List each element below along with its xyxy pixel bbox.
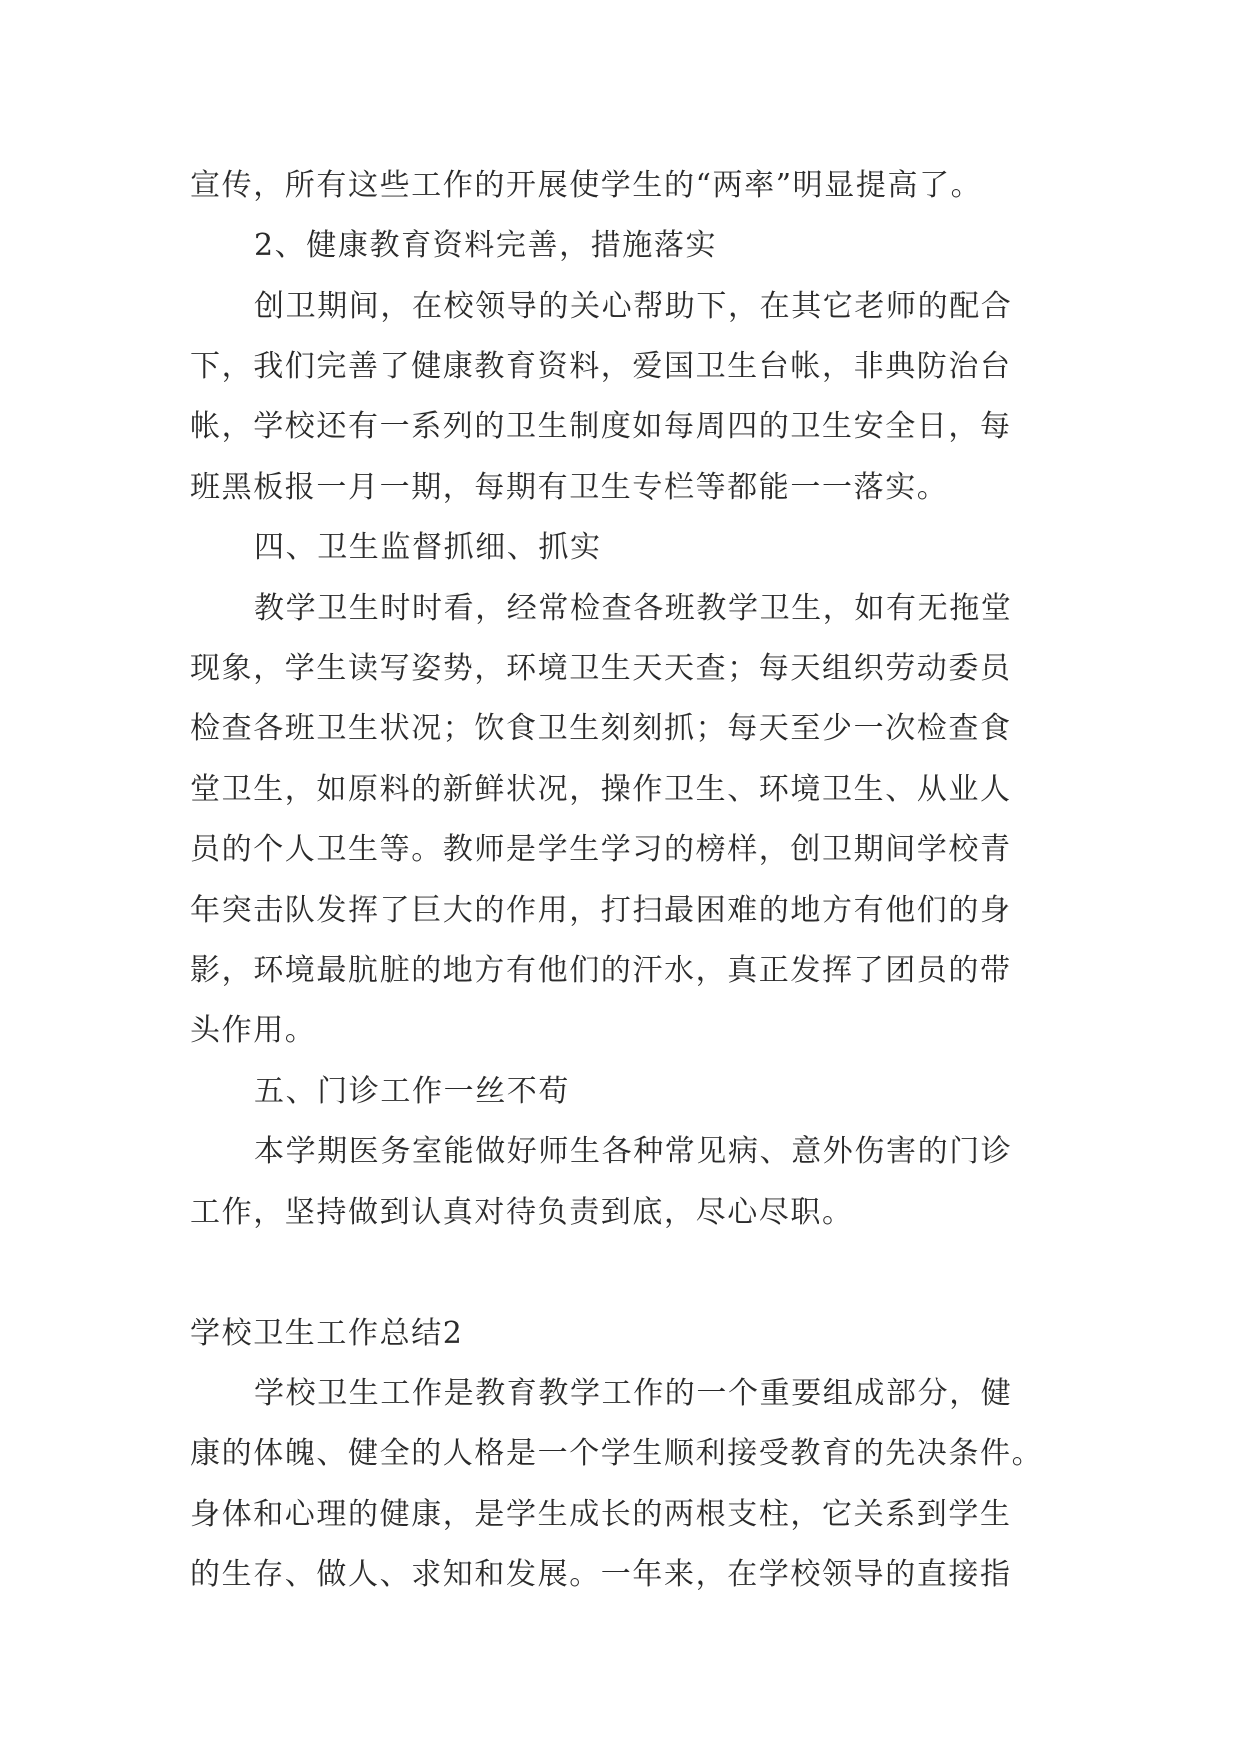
paragraph-line: 帐，学校还有一系列的卫生制度如每周四的卫生安全日，每: [190, 409, 1012, 444]
paragraph-line: 年突击队发挥了巨大的作用，打扫最困难的地方有他们的身: [190, 893, 1012, 928]
paragraph-line: 下，我们完善了健康教育资料，爱国卫生台帐，非典防治台: [190, 349, 1012, 384]
paragraph-line: 工作，坚持做到认真对待负责到底，尽心尽职。: [190, 1195, 854, 1230]
paragraph-line: 班黑板报一月一期，每期有卫生专栏等都能一一落实。: [190, 470, 949, 505]
paragraph-line: 创卫期间，在校领导的关心帮助下，在其它老师的配合: [254, 289, 1013, 324]
paragraph-line: 堂卫生，如原料的新鲜状况，操作卫生、环境卫生、从业人: [190, 772, 1012, 807]
paragraph-line: 学校卫生工作是教育教学工作的一个重要组成部分，健: [254, 1376, 1013, 1411]
section-heading: 五、门诊工作一丝不苟: [254, 1074, 570, 1109]
paragraph-line: 康的体魄、健全的人格是一个学生顺利接受教育的先决条件。: [190, 1436, 1044, 1471]
document-title: 学校卫生工作总结2: [190, 1316, 464, 1351]
paragraph-line: 教学卫生时时看，经常检查各班教学卫生，如有无拖堂: [254, 591, 1013, 626]
paragraph-line: 影，环境最肮脏的地方有他们的汗水，真正发挥了团员的带: [190, 953, 1012, 988]
paragraph-line: 头作用。: [190, 1013, 317, 1048]
paragraph-line: 现象，学生读写姿势，环境卫生天天查；每天组织劳动委员: [190, 651, 1012, 686]
section-heading: 四、卫生监督抓细、抓实: [254, 530, 602, 565]
paragraph-line: 的生存、做人、求知和发展。一年来，在学校领导的直接指: [190, 1557, 1012, 1592]
paragraph-line: 宣传，所有这些工作的开展使学生的“两率”明显提高了。: [190, 168, 983, 203]
paragraph-line: 检查各班卫生状况；饮食卫生刻刻抓；每天至少一次检查食: [190, 711, 1012, 746]
paragraph-line: 身体和心理的健康，是学生成长的两根支柱，它关系到学生: [190, 1497, 1012, 1532]
paragraph-line: 员的个人卫生等。教师是学生学习的榜样，创卫期间学校青: [190, 832, 1012, 867]
section-heading: 2、健康教育资料完善，措施落实: [254, 228, 718, 263]
paragraph-line: 本学期医务室能做好师生各种常见病、意外伤害的门诊: [254, 1134, 1013, 1169]
